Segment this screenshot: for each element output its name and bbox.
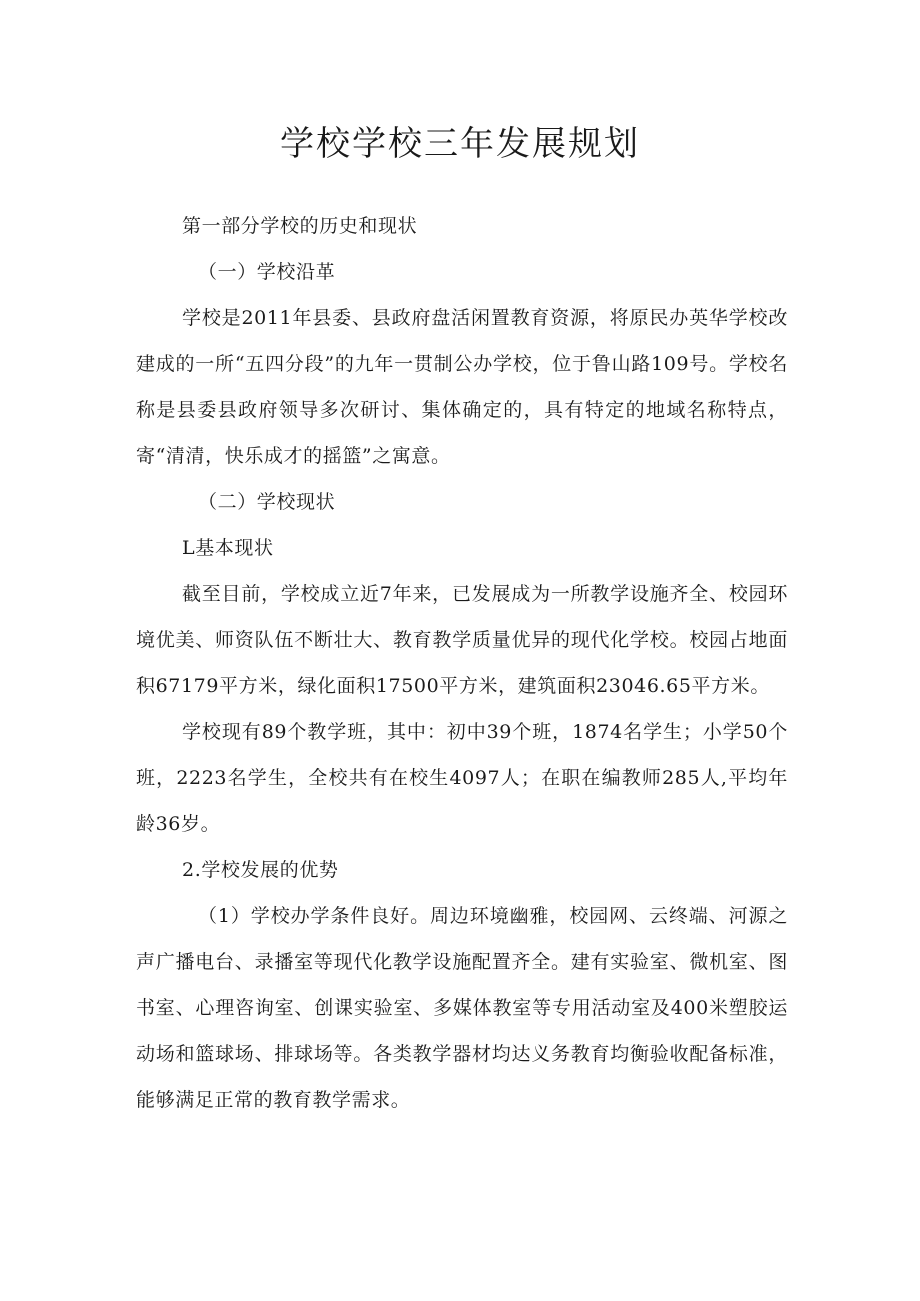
paragraph-classes-and-staff: 学校现有89个教学班，其中：初中39个班，1874名学生；小学50个班，2223名学生，全校共有在校生4097人；在职在编教师285人,平均年龄36岁。 (136, 721, 788, 835)
item-heading-advantages: 2.学校发展的优势 (182, 859, 339, 881)
subsection-heading-history: （一）学校沿革 (198, 261, 336, 283)
paragraph-basic-status: 截至目前，学校成立近7年来，已发展成为一所教学设施齐全、校园环境优美、师资队伍不断壮大、教育教学质量优异的现代化学校。校园占地面积67179平方米，绿化面积17500平方米，建筑面积23046.65平方米。 (136, 583, 788, 697)
subsection-heading-status: （二）学校现状 (198, 491, 336, 513)
item-heading-basic-status: L基本现状 (182, 537, 274, 559)
paragraph-history: 学校是2011年县委、县政府盘活闲置教育资源，将原民办英华学校改建成的一所“五四分段”的九年一贯制公办学校，位于鲁山路109号。学校名称是县委县政府领导多次研讨、集体确定的，具有特定的地域名称特点，寄“清清，快乐成才的摇篮”之寓意。 (136, 307, 788, 467)
paragraph-advantage-conditions: （1）学校办学条件良好。周边环境幽雅，校园网、云终端、河源之声广播电台、录播室等现代化教学设施配置齐全。建有实验室、微机室、图书室、心理咨询室、创课实验室、多媒体教室等专用活动室及400米塑胶运动场和篮球场、排球场等。各类教学器材均达义务教育均衡验收配备标准，能够满足正常的教育教学需求。 (136, 905, 788, 1111)
document-title: 学校学校三年发展规划 (280, 124, 640, 164)
document-body (136, 203, 788, 1123)
section-heading-part-one: 第一部分学校的历史和现状 (182, 215, 418, 237)
